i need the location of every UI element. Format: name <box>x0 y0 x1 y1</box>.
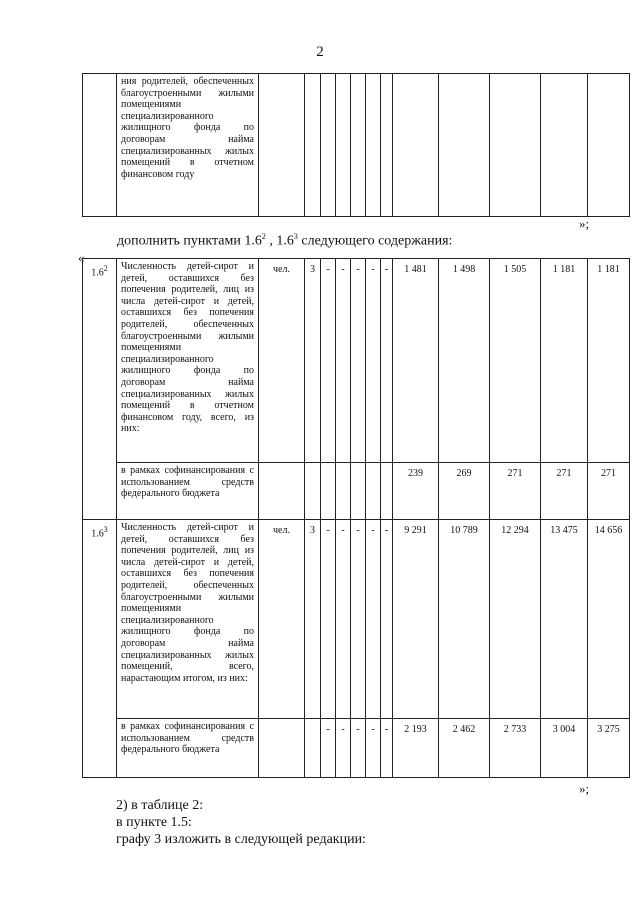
continuation-table <box>82 73 630 217</box>
closing-quote-2: »; <box>579 781 590 796</box>
row-desc: Численность детей-сирот и детей, оставшихся без попечения родителей, лиц из числа детей-сирот и детей, оставшихся без попечения родителей, обеспеченных благоустроенными жилыми помещениями специализированного жилищного фонда по договорам найма специализированных жилых помещений, всего, нарастающим итогом, из них: <box>117 520 259 719</box>
row-unit: чел. <box>259 259 305 463</box>
row-desc: Численность детей-сирот и детей, оставшихся без попечения родителей, лиц из числа детей-сирот и детей, оставшихся без попечения родителей, обеспеченных благоустроенными жилыми помещениями специализированного жилищного фонда по договорам найма специализированных жилых помещений в отчетном финансовом году, всего, из них: <box>117 259 259 463</box>
row-desc: в рамках софинансирования с использованием средств федерального бюджета <box>117 463 259 520</box>
page-number: 2 <box>316 44 324 60</box>
table-row: $1.6^3$ Численность детей-сирот и детей, оставшихся без попечения родителей, лиц из числа детей-сирот и детей, оставшихся без попечения родителей, обеспеченных благоустроенными жилыми помещениями специализированного жилищного фонда по договорам найма специализированных жилых помещений, всего, нарастающим итогом, из них: чел. 3 - - - - - 9 291 10 789 12 294 13 475 14 656 <box>83 520 630 719</box>
row-number: $1.6^3$ <box>83 520 117 778</box>
item-column: графу 3 изложить в следующей редакции: <box>116 832 366 847</box>
cell-num <box>83 74 117 217</box>
row-code: 3 <box>305 259 321 463</box>
item-point: в пункте 1.5: <box>116 815 192 830</box>
indicators-table <box>82 258 630 778</box>
table-row: в рамках софинансирования с использованием средств федерального бюджета 239 269 271 271 271 <box>83 463 630 520</box>
cell-desc: ния родителей, обеспеченных благоустроенными жилыми помещениями специализированного жилищного фонда по договорам найма специализированных жилых помещений в отчетном финансовом году <box>117 74 259 217</box>
row-desc: в рамках софинансирования с использованием средств федерального бюджета <box>117 719 259 778</box>
opening-quote: « <box>78 250 85 265</box>
closing-quote: »; <box>579 216 590 231</box>
row-number: $1.6^2$ <box>83 259 117 520</box>
item-table-2: 2) в таблице 2: <box>116 798 204 813</box>
row-code: 3 <box>305 520 321 719</box>
row-unit: чел. <box>259 520 305 719</box>
table-row: в рамках софинансирования с использованием средств федерального бюджета - - - - - 2 193 2 462 2 733 3 004 3 275 <box>83 719 630 778</box>
cell-unit <box>259 74 305 217</box>
table-row: $1.6^2$ Численность детей-сирот и детей, оставшихся без попечения родителей, лиц из числа детей-сирот и детей, оставшихся без попечения родителей, обеспеченных благоустроенными жилыми помещениями специализированного жилищного фонда по договорам найма специализированных жилых помещений в отчетном финансовом году, всего, из них: чел. 3 - - - - - 1 481 1 498 1 505 1 181 1 181 <box>83 259 630 463</box>
intro-text: дополнить пунктами $1.6^2$ , $1.6^3$ следующего содержания: <box>117 232 453 249</box>
